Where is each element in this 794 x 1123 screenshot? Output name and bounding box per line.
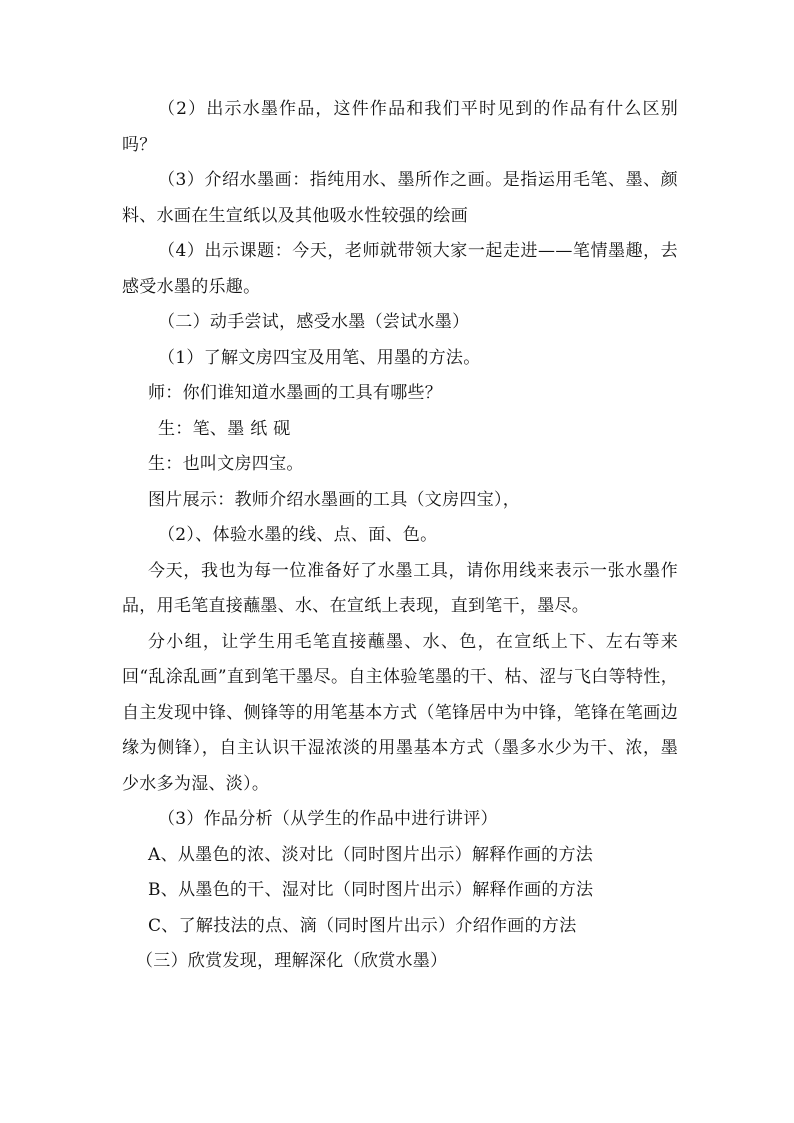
paragraph: （3）介绍水墨画：指纯用水、墨所作之画。是指运用毛笔、墨、颜料、水画在生宣纸以及其他吸水性较强的绘画 <box>122 170 678 226</box>
paragraph: 分小组，让学生用毛笔直接蘸墨、水、色，在宣纸上下、左右等来回“乱涂乱画”直到笔干墨尽。自主体验笔墨的干、枯、涩与飞白等特性，自主发现中锋、侧锋等的用笔基本方式（笔锋居中为中锋，笔锋在笔画边缘为侧锋），自主认识干湿浓淡的用墨基本方式（墨多水少为干、浓，墨少水多为湿、淡）。 <box>122 631 678 794</box>
section-heading: （二）动手尝试，感受水墨（尝试水墨） <box>158 312 470 332</box>
paragraph: （4）出示课题：今天，老师就带领大家一起走进——笔情墨趣，去感受水墨的乐趣。 <box>122 241 678 297</box>
paragraph: （2）、体验水墨的线、点、面、色。 <box>158 525 438 545</box>
paragraph: （2）出示水墨作品，这件作品和我们平时见到的作品有什么区别吗？ <box>122 99 678 155</box>
list-item: B、从墨色的干、湿对比（同时图片出示）解释作画的方法 <box>148 880 594 900</box>
paragraph: （1）了解文房四宝及用笔、用墨的方法。 <box>158 347 481 368</box>
list-item: C、了解技法的点、滴（同时图片出示）介绍作画的方法 <box>148 915 577 936</box>
section-heading: （三）欣赏发现，理解深化（欣赏水墨） <box>136 951 448 971</box>
paragraph: 今天，我也为每一位准备好了水墨工具，请你用线来表示一张水墨作品，用毛笔直接蘸墨、水、在宣纸上表现，直到笔干，墨尽。 <box>122 560 678 616</box>
list-item: A、从墨色的浓、淡对比（同时图片出示）解释作画的方法 <box>148 844 594 865</box>
dialogue-line: 生：笔、墨 纸 砚 <box>158 418 291 439</box>
document-body <box>122 92 678 980</box>
dialogue-line: 生：也叫文房四宝。 <box>148 454 304 474</box>
paragraph: （3）作品分析（从学生的作品中进行讲评） <box>158 809 498 829</box>
dialogue-line: 师：你们谁知道水墨画的工具有哪些？ <box>148 383 443 403</box>
paragraph: 图片展示：教师介绍水墨画的工具（文房四宝）， <box>148 489 521 510</box>
